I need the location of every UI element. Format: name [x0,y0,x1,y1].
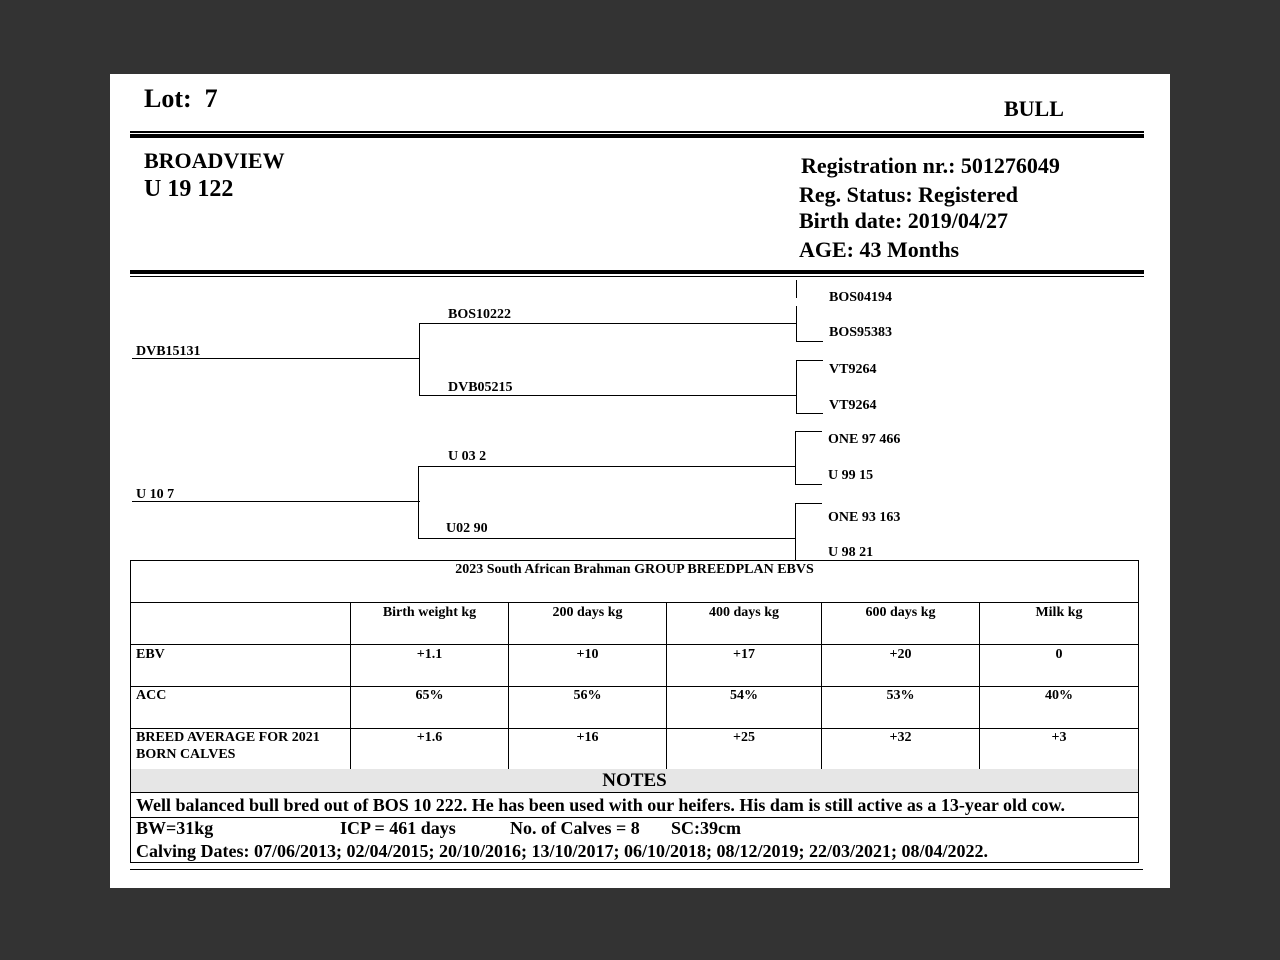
notes-text-box [130,793,1139,818]
pedigree-ggp: ONE 93 163 [828,510,901,525]
ebv-table-title: 2023 South African Brahman GROUP BREEDPLAN EBVS [131,561,1139,603]
pedigree-ggp: ONE 97 466 [828,432,901,447]
ebv-cell: +3 [980,729,1139,771]
lot-heading [144,84,218,114]
info-rule-thin [130,276,1144,277]
ebv-col-header: 400 days kg [667,603,822,645]
header-rule-thin [130,131,1144,133]
notes-calves: No. of Calves = 8 [510,818,640,838]
pedigree-sire-sire: BOS10222 [448,307,512,322]
age: AGE: 43 Months [799,237,960,262]
reg-status: Reg. Status: Registered [799,182,1018,207]
registration-number: Registration nr.: 501276049 [801,153,1060,178]
ebv-col-header: Milk kg [980,603,1139,645]
notes-title: NOTES [130,769,1139,793]
ebv-cell: +25 [667,729,822,771]
lot-number: 7 [204,84,218,113]
pedigree-dam-sire: U 03 2 [448,449,487,464]
notes-icp: ICP = 461 days [340,818,456,838]
info-rule-thick [130,270,1144,274]
sex-label: BULL [1004,96,1064,121]
pedigree-ggp: BOS95383 [829,325,893,340]
pedigree-ggp: BOS04194 [829,290,893,305]
ebv-cell: 0 [980,645,1139,687]
notes-sc: SC:39cm [671,818,741,838]
header-rule-thick [130,134,1144,138]
ebv-row-label: BREED AVERAGE FOR 2021 BORN CALVES [131,729,351,771]
ebv-cell: 54% [667,687,822,729]
animal-id: U 19 122 [144,176,234,202]
pedigree-sire: DVB15131 [136,344,201,359]
ebv-row-label: EBV [131,645,351,687]
table-row [131,729,1139,771]
ebv-cell: +10 [509,645,667,687]
pedigree-dam: U 10 7 [136,487,175,502]
ebv-cell: 40% [980,687,1139,729]
ebv-cell: +16 [509,729,667,771]
notes-text: Well balanced bull bred out of BOS 10 222. He has been used with our heifers. His dam is still active as a 13-year old cow. [136,795,1066,815]
pedigree-ggp: VT9264 [829,362,877,377]
ebv-col-header: 600 days kg [822,603,980,645]
ebv-cell: +17 [667,645,822,687]
ebv-cell: +20 [822,645,980,687]
ebv-header-row [131,603,1139,645]
notes-details [130,818,1139,863]
ebv-col-header: Birth weight kg [351,603,509,645]
ebv-header-blank [131,603,351,645]
pedigree-ggp: U 98 21 [828,545,874,560]
pedigree-ggp: U 99 15 [828,468,874,483]
birth-date: Birth date: 2019/04/27 [799,208,1008,233]
pedigree-dam-dam: U02 90 [446,521,488,536]
ebv-table [130,560,1139,771]
notes-bw: BW=31kg [136,818,214,838]
catalog-page [110,74,1170,888]
ebv-col-header: 200 days kg [509,603,667,645]
table-row [131,687,1139,729]
pedigree-ggp: VT9264 [829,398,877,413]
ebv-row-label: ACC [131,687,351,729]
lot-label: Lot: [144,84,192,113]
pedigree-sire-dam: DVB05215 [448,380,513,395]
ebv-cell: 65% [351,687,509,729]
table-row [131,645,1139,687]
ebv-cell: 53% [822,687,980,729]
footer-rule [130,869,1143,870]
ebv-cell: 56% [509,687,667,729]
notes-calving-dates: Calving Dates: 07/06/2013; 02/04/2015; 20/10/2016; 13/10/2017; 06/10/2018; 08/12/2019; 22/03/2021; 08/04/2022. [136,841,988,861]
ebv-cell: +32 [822,729,980,771]
ebv-cell: +1.1 [351,645,509,687]
herd-name: BROADVIEW [144,148,285,173]
ebv-cell: +1.6 [351,729,509,771]
